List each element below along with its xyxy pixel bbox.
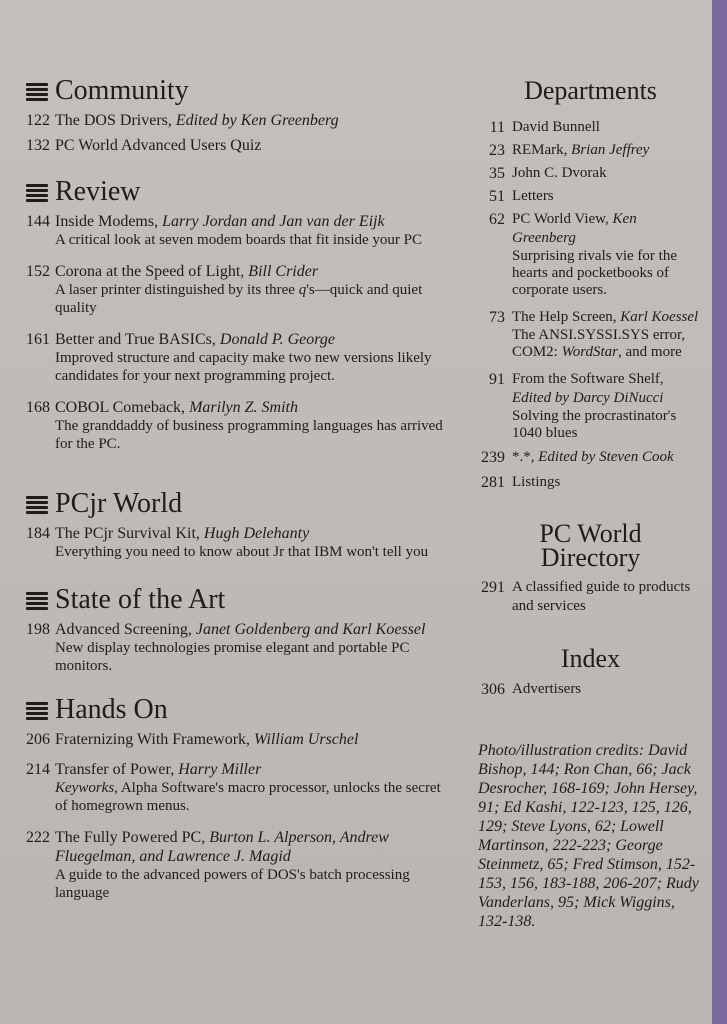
- article-title: Advanced Screening,: [55, 621, 196, 638]
- article-description: Solving the procrastinator's 1040 blues: [512, 408, 677, 441]
- pc-world-logo-icon: [26, 591, 48, 609]
- page-number: 122: [26, 112, 50, 129]
- pc-world-logo-icon: [26, 495, 48, 513]
- article-author: Marilyn Z. Smith: [189, 399, 298, 416]
- page-number: 51: [489, 188, 505, 205]
- toc-entry[interactable]: [478, 141, 703, 160]
- toc-entry[interactable]: [26, 730, 446, 749]
- article-description: A critical look at seven modem boards that fit inside your PC: [55, 232, 423, 248]
- directory-heading-line2: Directory: [540, 543, 641, 572]
- article-title: Fraternizing With Framework,: [55, 731, 255, 748]
- review-header: [26, 175, 446, 209]
- article-title: REMark,: [512, 142, 572, 158]
- article-title: From the Software Shelf,: [512, 371, 664, 387]
- review-section: [26, 175, 446, 453]
- pc-world-logo-icon: [26, 82, 48, 100]
- article-title: Letters: [512, 188, 554, 204]
- article-title: David Bunnell: [512, 119, 600, 135]
- article-title: *.*,: [512, 449, 539, 465]
- article-description: Surprising rivals vie for the hearts and pocketbooks of corporate users.: [512, 248, 677, 298]
- community-header: [26, 74, 446, 108]
- article-author: Edited by Ken Greenberg: [175, 112, 339, 129]
- article-title: Listings: [512, 474, 561, 490]
- toc-entry[interactable]: [26, 620, 446, 675]
- section-title: PCjr World: [55, 488, 183, 519]
- toc-entry[interactable]: [478, 308, 703, 361]
- article-author: Bill Crider: [248, 263, 319, 280]
- article-author: Harry Miller: [178, 761, 262, 778]
- pcjr-header: [26, 487, 446, 521]
- article-title: PC World View,: [512, 211, 613, 227]
- page-number: 168: [26, 399, 50, 416]
- article-author: Brian Jeffrey: [571, 142, 650, 158]
- directory-heading-line1: PC World: [539, 519, 642, 548]
- page-number: 239: [481, 449, 505, 466]
- page-number: 306: [481, 681, 505, 698]
- toc-entry[interactable]: [478, 473, 703, 492]
- article-title: Advertisers: [512, 681, 582, 697]
- article-author: Burton L. Alperson, Andrew Fluegelman, and Lawrence J. Magid: [55, 829, 389, 865]
- page-number: 132: [26, 137, 50, 154]
- article-author: Karl Koessel: [620, 309, 699, 325]
- article-title: PC World Advanced Users Quiz: [55, 137, 262, 154]
- toc-entry[interactable]: [26, 111, 446, 130]
- article-description: Improved structure and capacity make two new versions likely candidates for your next programming project.: [55, 350, 432, 384]
- article-title: The Help Screen,: [512, 309, 621, 325]
- section-title: Hands On: [55, 694, 168, 725]
- toc-entry[interactable]: [478, 448, 703, 467]
- page-number: 214: [26, 761, 50, 778]
- toc-entry[interactable]: [478, 164, 703, 183]
- page-number: 152: [26, 263, 50, 280]
- pcjr-section: [26, 487, 446, 561]
- toc-entry[interactable]: [26, 828, 446, 902]
- article-title: Transfer of Power,: [55, 761, 179, 778]
- article-title: Corona at the Speed of Light,: [55, 263, 249, 280]
- page-edge-strip: [712, 0, 727, 1024]
- toc-entry[interactable]: [478, 187, 703, 206]
- article-author: Donald P. George: [219, 331, 336, 348]
- toc-entry[interactable]: [478, 210, 703, 299]
- page-number: 206: [26, 731, 50, 748]
- toc-entry[interactable]: [26, 262, 446, 317]
- article-title: John C. Dvorak: [512, 165, 607, 181]
- toc-entry[interactable]: [26, 212, 446, 249]
- page-number: 62: [489, 211, 505, 228]
- toc-entry[interactable]: [478, 370, 703, 442]
- page-number: 291: [481, 579, 505, 596]
- article-author: Janet Goldenberg and Karl Koessel: [195, 621, 426, 638]
- page-number: 198: [26, 621, 50, 638]
- state-of-the-art-section: [26, 583, 446, 675]
- toc-entry[interactable]: [478, 578, 703, 616]
- article-title: COBOL Comeback,: [55, 399, 190, 416]
- article-title: Better and True BASICs,: [55, 331, 220, 348]
- page-number: 222: [26, 829, 50, 846]
- article-description: Keyworks, Alpha Software's macro processor, unlocks the secret of homegrown menus.: [55, 780, 441, 814]
- left-column: [26, 74, 446, 902]
- article-title: Inside Modems,: [55, 213, 163, 230]
- section-title: State of the Art: [55, 584, 226, 615]
- page-number: 144: [26, 213, 50, 230]
- toc-entry[interactable]: [26, 330, 446, 385]
- right-column: [478, 74, 703, 931]
- article-author: Hugh Delehanty: [203, 525, 310, 542]
- toc-entry[interactable]: [26, 136, 446, 155]
- section-title: Review: [55, 176, 141, 207]
- page-number: 35: [489, 165, 505, 182]
- article-author: Edited by Steven Cook: [538, 449, 674, 465]
- toc-entry[interactable]: [26, 398, 446, 453]
- photo-credits: Photo/illustration credits: David Bishop, 144; Ron Chan, 66; Jack Desrocher, 168-169; John Hersey, 91; Ed Kashi, 122-123, 125, 126, 129; Steve Lyons, 62; Lowell Martinson, 222-223; George Steinmetz, 65; Fred Stimson, 152-153, 156, 183-188, 206-207; Rudy Vanderlans, 95; Mick Wiggins, 132-138.: [478, 742, 699, 930]
- hands-header: [26, 693, 446, 727]
- article-description: A laser printer distinguished by its three q's—quick and quiet quality: [55, 282, 423, 316]
- community-section: [26, 74, 446, 155]
- directory-heading: [478, 519, 703, 572]
- article-description: New display technologies promise elegant and portable PC monitors.: [55, 640, 410, 674]
- article-description: Everything you need to know about Jr that IBM won't tell you: [55, 544, 429, 560]
- page-number: 91: [489, 371, 505, 388]
- page-number: 73: [489, 309, 505, 326]
- article-author: William Urschel: [254, 731, 359, 748]
- index-heading: Index: [560, 644, 621, 673]
- page-number: 161: [26, 331, 50, 348]
- article-author: Larry Jordan and Jan van der Eijk: [162, 213, 385, 230]
- section-title: Community: [55, 75, 189, 106]
- pc-world-logo-icon: [26, 701, 48, 719]
- page-number: 281: [481, 474, 505, 491]
- page-number: 11: [489, 119, 505, 136]
- article-title: The Fully Powered PC,: [55, 829, 210, 846]
- article-description: A guide to the advanced powers of DOS's batch processing language: [55, 867, 410, 901]
- toc-entry[interactable]: [26, 524, 446, 561]
- article-title: A classified guide to products and services: [512, 579, 691, 614]
- article-author: Ken Greenberg: [512, 211, 637, 246]
- article-description: The granddaddy of business programming languages has arrived for the PC.: [55, 418, 443, 452]
- article-author: Edited by Darcy DiNucci: [512, 390, 664, 406]
- toc-entry[interactable]: [26, 760, 446, 815]
- article-title: The PCjr Survival Kit,: [55, 525, 204, 542]
- toc-entry[interactable]: [478, 680, 703, 699]
- hands-on-section: [26, 693, 446, 902]
- pc-world-logo-icon: [26, 183, 48, 201]
- page-number: 23: [489, 142, 505, 159]
- article-description: The ANSI.SYSSI.SYS error, COM2: WordStar, and more: [512, 327, 686, 360]
- article-title: The DOS Drivers,: [55, 112, 176, 129]
- departments-heading: Departments: [524, 76, 657, 105]
- state-header: [26, 583, 446, 617]
- page-number: 184: [26, 525, 50, 542]
- toc-entry[interactable]: [478, 118, 703, 137]
